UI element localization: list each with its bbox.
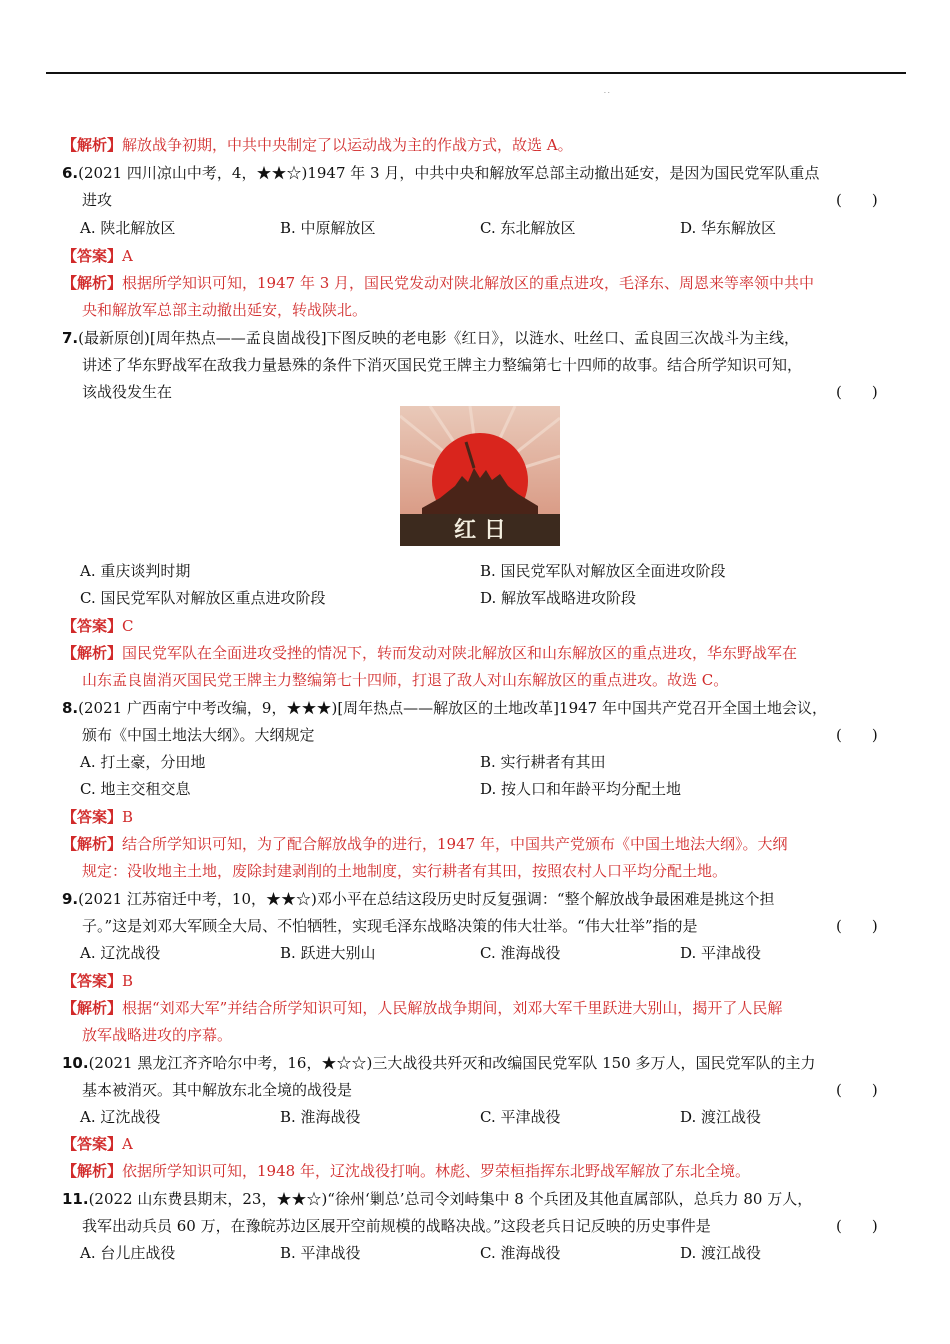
header-dots: · · <box>604 90 610 97</box>
q6-option-a: A. 陕北解放区 <box>80 219 176 237</box>
q6-stem-cont: 进攻 <box>82 191 113 209</box>
q8-analysis <box>62 833 787 855</box>
answer-blank: ( ) <box>836 1217 878 1235</box>
q11-option-b: B. 平津战役 <box>280 1244 361 1262</box>
analysis-text: 根据所学知识可知，1947 年 3 月，国民党发动对陕北解放区的重点进攻，毛泽东、周恩来等率领中共中 <box>122 274 815 292</box>
question-number: 6. <box>62 164 79 182</box>
q7-option-a: A. 重庆谈判时期 <box>80 562 191 580</box>
q8-option-c: C. 地主交租交息 <box>80 780 191 798</box>
analysis-tag: 【解析】 <box>62 1162 123 1180</box>
q6-option-c: C. 东北解放区 <box>480 219 576 237</box>
q11-stem <box>62 1188 812 1210</box>
answer-tag: 【答案】 <box>62 972 123 990</box>
answer-value: C <box>122 617 134 635</box>
q7-option-c: C. 国民党军队对解放区重点进攻阶段 <box>80 589 326 607</box>
q10-option-c: C. 平津战役 <box>480 1108 561 1126</box>
q10-option-b: B. 淮海战役 <box>280 1108 361 1126</box>
q10-stem <box>62 1052 815 1074</box>
q8-answer <box>62 806 133 828</box>
question-number: 10. <box>62 1054 89 1072</box>
analysis-tag: 【解析】 <box>62 274 123 292</box>
analysis-text: 解放战争初期，中共中央制定了以运动战为主的作战方式，故选 A。 <box>122 136 573 154</box>
stem-text: (2021 四川凉山中考，4，★★☆)1947 年 3 月，中共中央和解放军总部主动撤出延安，是因为国民党军队重点 <box>78 164 820 182</box>
poster-title: 红 日 <box>454 518 506 543</box>
q11-option-d: D. 渡江战役 <box>680 1244 762 1262</box>
answer-blank: ( ) <box>836 191 878 209</box>
question-number: 9. <box>62 890 79 908</box>
q7-option-b: B. 国民党军队对解放区全面进攻阶段 <box>480 562 726 580</box>
q10-option-d: D. 渡江战役 <box>680 1108 762 1126</box>
answer-blank: ( ) <box>836 726 878 744</box>
q7-answer <box>62 615 134 637</box>
stem-text: (2021 江苏宿迁中考，10，★★☆)邓小平在总结这段历史时反复强调：“整个解放战争最困难是挑这个担 <box>78 890 775 908</box>
q6-answer <box>62 245 133 267</box>
analysis-tag: 【解析】 <box>62 999 123 1017</box>
q10-analysis <box>62 1160 750 1182</box>
q6-analysis-cont: 央和解放军总部主动撤出延安，转战陕北。 <box>82 301 368 319</box>
analysis-text: 根据“刘邓大军”并结合所学知识可知，人民解放战争期间，刘邓大军千里跃进大别山，揭开了人民解 <box>122 999 783 1017</box>
q9-analysis <box>62 997 782 1019</box>
analysis-text: 依据所学知识可知，1948 年，辽沈战役打响。林彪、罗荣桓指挥东北野战军解放了东北全境。 <box>122 1162 750 1180</box>
q9-answer <box>62 970 133 992</box>
q11-option-c: C. 淮海战役 <box>480 1244 561 1262</box>
analysis-tag: 【解析】 <box>62 835 123 853</box>
q6-stem <box>62 162 819 184</box>
q8-analysis-cont: 规定：没收地主土地，废除封建剥削的土地制度，实行耕者有其田，按照农村人口平均分配土地。 <box>82 862 728 880</box>
answer-tag: 【答案】 <box>62 617 123 635</box>
analysis-text: 结合所学知识可知，为了配合解放战争的进行，1947 年，中国共产党颁布《中国土地法大纲》。大纲 <box>122 835 788 853</box>
q7-analysis <box>62 642 797 664</box>
q8-stem-cont: 颁布《中国土地法大纲》。大纲规定 <box>82 726 315 744</box>
answer-tag: 【答案】 <box>62 1135 123 1153</box>
question-number: 8. <box>62 699 79 717</box>
answer-value: A <box>122 247 133 265</box>
q9-analysis-cont: 放军战略进攻的序幕。 <box>82 1026 233 1044</box>
stem-text: (2022 山东费县期末，23，★★☆)“徐州‘剿总’总司令刘峙集中 8 个兵团及其他直属部队，总兵力 80 万人， <box>88 1190 813 1208</box>
answer-blank: ( ) <box>836 383 878 401</box>
q10-option-a: A. 辽沈战役 <box>80 1108 161 1126</box>
q8-option-a: A. 打土豪，分田地 <box>80 753 206 771</box>
q7-option-d: D. 解放军战略进攻阶段 <box>480 589 637 607</box>
answer-value: B <box>122 972 134 990</box>
q11-stem-cont: 我军出动兵员 60 万，在豫皖苏边区展开空前规模的战略决战。”这段老兵日记反映的历史事件是 <box>82 1217 711 1235</box>
q10-stem-cont: 基本被消灭。其中解放东北全境的战役是 <box>82 1081 353 1099</box>
q9-stem <box>62 888 775 910</box>
film-poster-image <box>400 406 560 546</box>
q9-option-b: B. 跃进大别山 <box>280 944 376 962</box>
answer-tag: 【答案】 <box>62 247 123 265</box>
stem-text: (2021 广西南宁中考改编，9，★★★)[周年热点——解放区的土地改革]1947 年中国共产党召开全国土地会议， <box>78 699 827 717</box>
q7-stem <box>62 327 799 349</box>
q10-answer <box>62 1133 133 1155</box>
q6-analysis <box>62 272 814 294</box>
stem-text: (最新原创)[周年热点——孟良崮战役]下图反映的老电影《红日》，以涟水、吐丝口、孟良固三次战斗为主线， <box>78 329 800 347</box>
q7-stem-cont-2: 该战役发生在 <box>82 383 173 401</box>
q7-stem-cont: 讲述了华东野战军在敌我力量悬殊的条件下消灭国民党王牌主力整编第七十四师的故事。结合所学知识可知， <box>82 356 803 374</box>
q8-stem <box>62 697 827 719</box>
q11-option-a: A. 台儿庄战役 <box>80 1244 176 1262</box>
analysis-tag: 【解析】 <box>62 644 123 662</box>
q5-analysis <box>62 134 573 156</box>
answer-blank: ( ) <box>836 1081 878 1099</box>
stem-text: (2021 黑龙江齐齐哈尔中考，16，★☆☆)三大战役共歼灭和改编国民党军队 150 多万人，国民党军队的主力 <box>88 1054 816 1072</box>
answer-value: A <box>122 1135 133 1153</box>
q7-analysis-cont: 山东孟良崮消灭国民党王牌主力整编第七十四师，打退了敌人对山东解放区的重点进攻。故选 C。 <box>82 671 729 689</box>
answer-blank: ( ) <box>836 917 878 935</box>
answer-value: B <box>122 808 134 826</box>
q8-option-d: D. 按人口和年龄平均分配土地 <box>480 780 682 798</box>
question-number: 7. <box>62 329 79 347</box>
q6-option-b: B. 中原解放区 <box>280 219 376 237</box>
analysis-text: 国民党军队在全面进攻受挫的情况下，转而发动对陕北解放区和山东解放区的重点进攻，华东野战军在 <box>122 644 798 662</box>
q9-option-d: D. 平津战役 <box>680 944 762 962</box>
q8-option-b: B. 实行耕者有其田 <box>480 753 606 771</box>
answer-tag: 【答案】 <box>62 808 123 826</box>
q6-option-d: D. 华东解放区 <box>680 219 777 237</box>
q9-option-c: C. 淮海战役 <box>480 944 561 962</box>
question-number: 11. <box>62 1190 89 1208</box>
header-rule <box>46 72 906 74</box>
analysis-tag: 【解析】 <box>62 136 123 154</box>
q9-stem-cont: 子。”这是刘邓大军顾全大局、不怕牺牲，实现毛泽东战略决策的伟大壮举。“伟大壮举”指的是 <box>82 917 698 935</box>
q9-option-a: A. 辽沈战役 <box>80 944 161 962</box>
